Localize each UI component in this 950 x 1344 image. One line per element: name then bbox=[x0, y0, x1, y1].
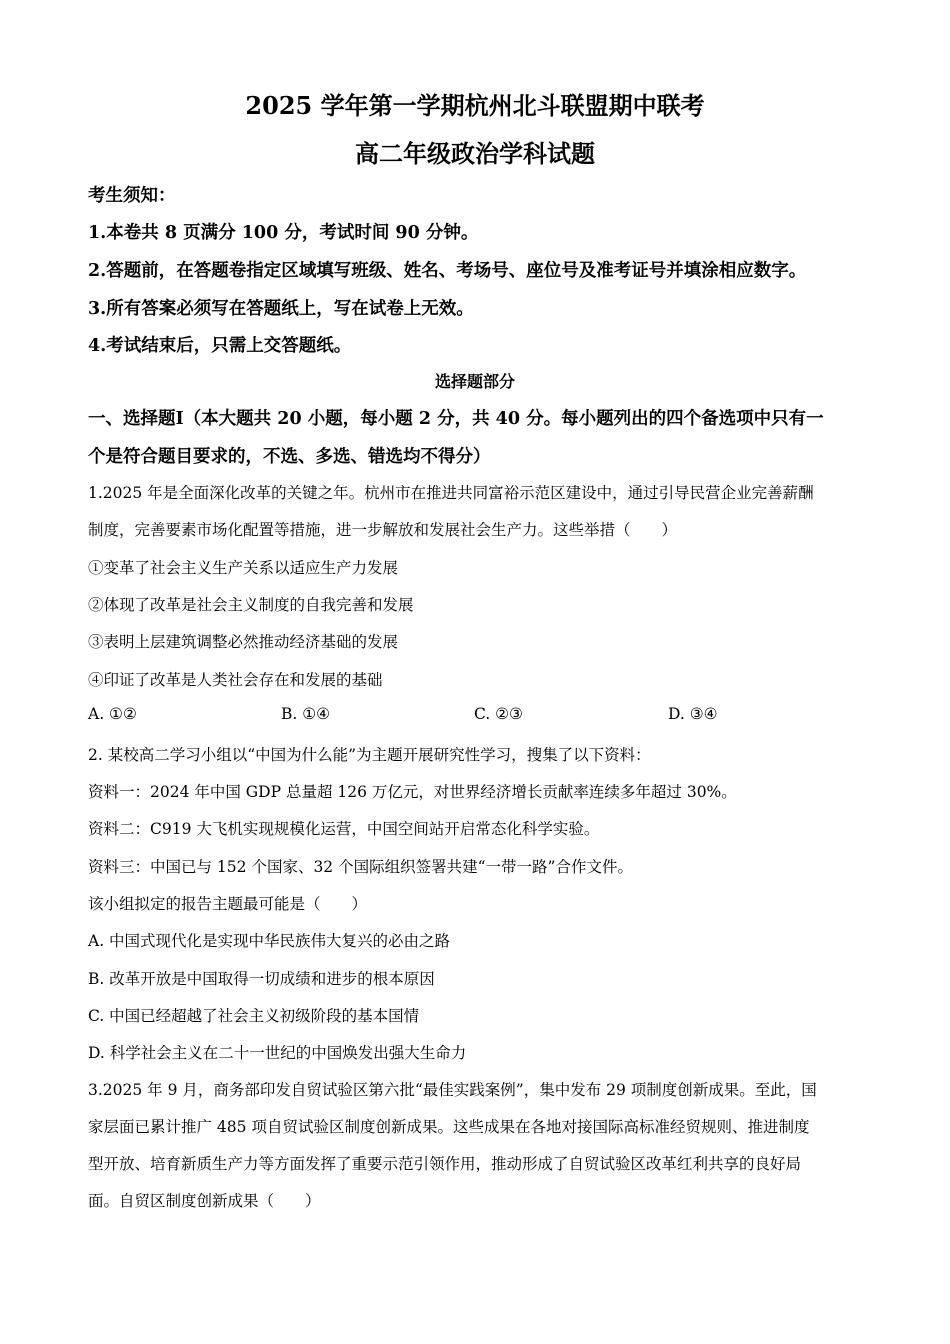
question-1-option-c: C. ②③ bbox=[474, 705, 523, 723]
exam-title: 2025 学年第一学期杭州北斗联盟期中联考 bbox=[245, 91, 705, 120]
question-2-option-a: A. 中国式现代化是实现中华民族伟大复兴的必由之路 bbox=[88, 932, 451, 950]
notice-item: 4.考试结束后，只需上交答题纸。 bbox=[88, 336, 352, 356]
question-2-material: 资料一：2024 年中国 GDP 总量超 126 万亿元，对世界经济增长贡献率连续多年超过 30%。 bbox=[88, 783, 737, 801]
section-instruction: 一、选择题Ⅰ（本大题共 20 小题，每小题 2 分，共 40 分。每小题列出的四个备选项中只有一 bbox=[88, 409, 824, 429]
question-1-statement: ③表明上层建筑调整必然推动经济基础的发展 bbox=[88, 633, 399, 651]
question-2-material: 资料二：C919 大飞机实现规模化运营，中国空间站开启常态化科学实验。 bbox=[88, 820, 600, 838]
question-2-material: 资料三：中国已与 152 个国家、32 个国际组织签署共建“一带一路”合作文件。 bbox=[88, 858, 633, 876]
question-2-prompt: 该小组拟定的报告主题最可能是（ ） bbox=[88, 895, 368, 913]
notice-heading: 考生须知： bbox=[88, 186, 176, 206]
question-2-option-d: D. 科学社会主义在二十一世纪的中国焕发出强大生命力 bbox=[88, 1044, 467, 1062]
question-2-option-b: B. 改革开放是中国取得一切成绩和进步的根本原因 bbox=[88, 970, 435, 988]
question-3-stem: 面。自贸区制度创新成果（ ） bbox=[88, 1192, 321, 1210]
question-1-statement: ④印证了改革是人类社会存在和发展的基础 bbox=[88, 671, 383, 689]
question-1-stem: 制度，完善要素市场化配置等措施，进一步解放和发展社会生产力。这些举措（ ） bbox=[88, 521, 678, 539]
question-1-option-b: B. ①④ bbox=[281, 705, 331, 723]
section-instruction: 个是符合题目要求的，不选、多选、错选均不得分） bbox=[88, 447, 491, 467]
question-2-stem: 2. 某校高二学习小组以“中国为什么能”为主题开展研究性学习，搜集了以下资料： bbox=[88, 746, 651, 764]
question-2-option-c: C. 中国已经超越了社会主义初级阶段的基本国情 bbox=[88, 1007, 420, 1025]
question-1-option-a: A. ①② bbox=[88, 705, 137, 723]
notice-item: 2.答题前，在答题卷指定区域填写班级、姓名、考场号、座位号及准考证号并填涂相应数字。 bbox=[88, 261, 807, 281]
notice-item: 1.本卷共 8 页满分 100 分，考试时间 90 分钟。 bbox=[88, 223, 479, 243]
question-1-stem: 1.2025 年是全面深化改革的关键之年。杭州市在推进共同富裕示范区建设中，通过引导民营企业完善薪酬 bbox=[88, 484, 814, 502]
question-3-stem: 家层面已累计推广 485 项自贸试验区制度创新成果。这些成果在各地对接国际高标准经贸规则、推进制度 bbox=[88, 1118, 810, 1136]
section-label: 选择题部分 bbox=[434, 372, 515, 391]
question-1-option-d: D. ③④ bbox=[668, 705, 718, 723]
question-3-stem: 型开放、培育新质生产力等方面发挥了重要示范引领作用，推动形成了自贸试验区改革红利共享的良好局 bbox=[88, 1155, 802, 1173]
question-1-statement: ①变革了社会主义生产关系以适应生产力发展 bbox=[88, 559, 399, 577]
notice-item: 3.所有答案必须写在答题纸上，写在试卷上无效。 bbox=[88, 299, 474, 319]
exam-subtitle: 高二年级政治学科试题 bbox=[355, 139, 595, 168]
question-1-statement: ②体现了改革是社会主义制度的自我完善和发展 bbox=[88, 596, 414, 614]
question-3-stem: 3.2025 年 9 月，商务部印发自贸试验区第六批“最佳实践案例”，集中发布 29 项制度创新成果。至此，国 bbox=[88, 1081, 817, 1099]
